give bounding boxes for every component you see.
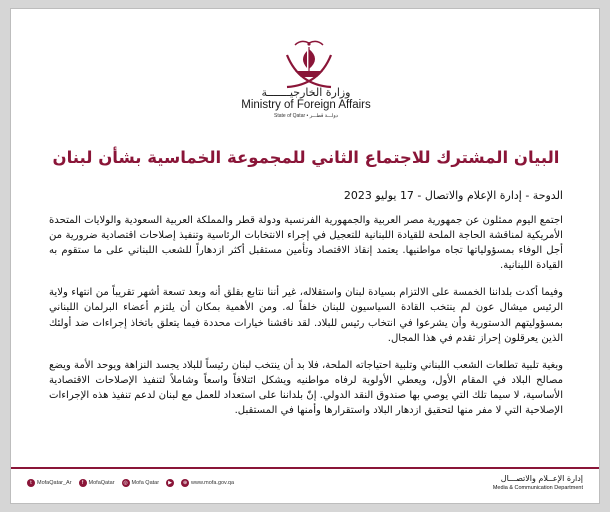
footer-divider [11, 467, 599, 469]
globe-icon: ⊕ [182, 480, 188, 486]
youtube-icon: ▶ [166, 479, 174, 487]
state-of-qatar-label: State of Qatar • دولـــة قطـــر [274, 113, 338, 119]
department-label [493, 474, 583, 492]
instagram-icon: ◎ [123, 480, 128, 486]
twitter-icon: t [27, 479, 35, 487]
paragraph: اجتمع اليوم ممثلون عن جمهورية مصر العربية والجمهورية الفرنسية ودولة قطر والمملكة العربية السعودية والولايات المتحدة الأمريكية لمناقشة الحاجة الملحة للقيادة اللبنانية للتعجيل في إجراء الانتخابات الرئاسية وتنفيذ إصلاحات اقتصادية ضرورية من أجل الوفاء بمسؤولياتها تجاه مواطنيها. يعتمد إنقاذ الاقتصاد وتأمين مستقبل أكثر ازدهاراً للشعب اللبناني على ما ستقوم به القيادة اللبنانية. [49, 215, 563, 272]
department-name-english: Media & Communication Department [492, 485, 583, 491]
social-link-website[interactable] [181, 479, 234, 487]
social-handle: MofaQatar_Ar [37, 480, 72, 486]
social-handle: Mofa Qatar [131, 480, 160, 486]
statement-body [49, 213, 563, 430]
social-link-twitter[interactable] [27, 479, 72, 487]
document-page [10, 8, 600, 504]
ministry-name-arabic: وزارة الخارجيـــــــة [261, 86, 351, 99]
statement-title: البيان المشترك للاجتماع الثاني للمجموعة الخماسية بشأن لبنان [52, 148, 560, 167]
website-url: www.mofa.gov.qa [191, 480, 235, 486]
social-handle: MofaQatar [88, 480, 115, 486]
social-link-facebook[interactable] [79, 479, 115, 487]
department-name-arabic: إدارة الإعــلام والاتصـــال [500, 474, 583, 483]
ministry-name-english: Ministry of Foreign Affairs [241, 99, 371, 111]
dateline: الدوحة - إدارة الإعلام والاتصال - 17 يوليو 2023 [343, 189, 563, 202]
facebook-icon: f [79, 479, 87, 487]
paragraph: وفيما أكدت بلداننا الخمسة على الالتزام بسيادة لبنان واستقلاله، غير أننا نتابع بقلق أنه وبعد تسعة أشهر تقريباً من انتهاء ولاية الرئيس ميشال عون لم ينتخب القادة السياسيون للبنان خلفاً له. ومن الأهمية بمكان أن يلتزم أعضاء البرلمان اللبناني بمسؤوليتهم الدستورية وأن يشرعوا في انتخاب رئيس للبلاد. لقد ناقشنا خيارات محددة فيما يتعلق باتخاذ إجراءات ضد أولئك الذين يعرقلون إحراز تقدم في هذا المجال. [49, 287, 563, 344]
social-link-instagram[interactable] [122, 479, 160, 487]
social-link-youtube[interactable] [166, 479, 174, 487]
social-links [27, 479, 234, 487]
paragraph: وبغية تلبية تطلعات الشعب اللبناني وتلبية احتياجاته الملحة، فلا بد أن ينتخب لبنان رئيساً للبلاد يجسد النزاهة ويوحد الأمة ويضع مصالح البلاد في المقام الأول، ويعطي الأولوية لرفاه مواطنيه ويشكل ائتلافاً واسعاً وشاملاً لتنفيذ الإصلاحات الاقتصادية الأساسية، لا سيما تلك التي يوصي بها صندوق النقد الدولي. إنّ بلداننا على استعداد للعمل مع لبنان لدعم تنفيذ هذه الإجراءات الإصلاحية التي لا مفر منها لتحقيق ازدهار البلاد واستقرارها وأمنها في المستقبل. [49, 359, 563, 417]
